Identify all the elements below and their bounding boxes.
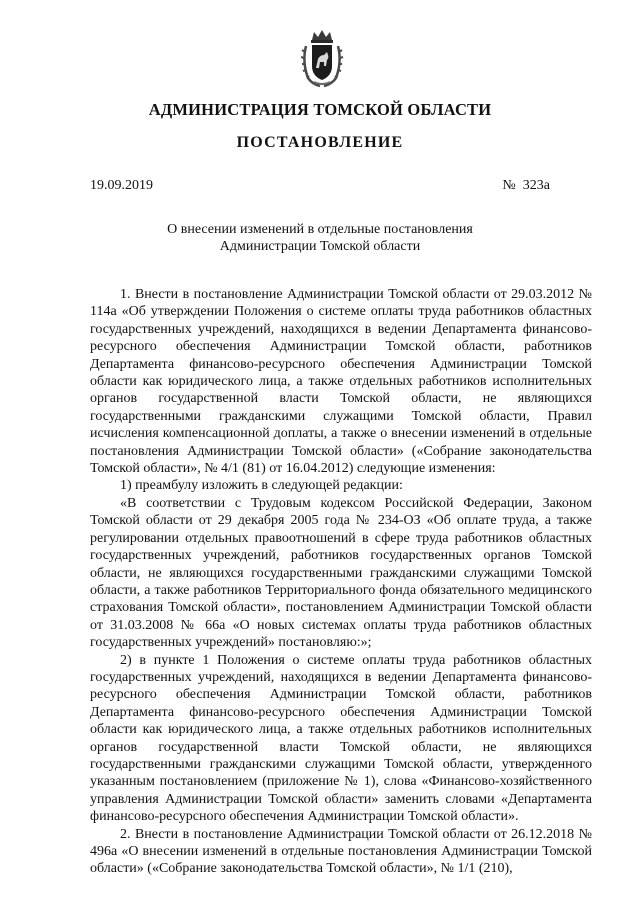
paragraph-item-2: 2. Внести в постановление Администрации Томской области от 26.12.2018 № 496а «О внесении изменений в отдельные постановления Администрации Томской области» («Собрание законодательства Томской области», № 1/1 (210), — [90, 826, 592, 877]
paragraph-preamble-quote: «В соответствии с Трудовым кодексом Российской Федерации, Законом Томской области от 29 декабря 2005 года № 234-ОЗ «Об оплате труда, а также регулировании отдельных правоотношений в сфере труда работников областных государственных учреждений, работников государственных органов Томской области, не являющихся государственными гражданскими служащими Томской области, а также работников Территориального фонда обязательного медицинского страхования Томской области», постановлением Администрации Томской области от 31.03.2008 № 66а «О новых системах оплаты труда работников областных государственных учреждений» постановляю:»; — [90, 495, 592, 651]
subject-line-2: Администрации Томской области — [219, 239, 421, 254]
paragraph-item-1: 1. Внести в постановление Администрации Томской области от 29.03.2012 № 114а «Об утверждении Положения о системе оплаты труда работников областных государственных учреждений, находящихся в ведении Департамента финансово-ресурсного обеспечения Администрации Томской области, работников Департамента финансово-ресурсного обеспечения Администрации Томской области как юридического лица, а также отдельных работников исполнительных органов государственной власти Томской области, не являющихся государственными гражданскими служащими Томской области, Правил исчисления компенсационной доплаты, а также о внесении изменений в отдельные постановления Администрации Томской области» («Собрание законодательства Томской области», № 4/1 (81) от 16.04.2012) следующие изменения: — [90, 287, 592, 477]
paragraph-subitem-1: 1) преамбулу изложить в следующей редакции: — [120, 478, 403, 494]
document-body — [90, 286, 592, 878]
document-type-title: ПОСТАНОВЛЕНИЕ — [236, 134, 404, 151]
document-date: 19.09.2019 — [90, 178, 153, 193]
subject-line-1: О внесении изменений в отдельные постановления — [167, 222, 473, 237]
coat-of-arms-icon — [300, 28, 344, 88]
paragraph-subitem-2: 2) в пункте 1 Положения о системе оплаты труда работников областных государственных учреждений, находящихся в ведении Департамента финансово-ресурсного обеспечения Администрации Томской области, работников Департамента финансово-ресурсного обеспечения Администрации Томской области как юридического лица, а также отдельных работников исполнительных органов государственной власти Томской области, не являющихся государственными гражданскими служащими Томской области, утвержденного указанным постановлением (приложение № 1), слова «Финансово-хозяйственного управления Администрации Томской области» заменить словами «Департамента финансово-ресурсного обеспечения Администрации Томской области». — [90, 652, 592, 825]
organization-title: АДМИНИСТРАЦИЯ ТОМСКОЙ ОБЛАСТИ — [148, 100, 492, 119]
document-number: № 323а — [502, 178, 550, 193]
document-subject — [0, 221, 640, 255]
